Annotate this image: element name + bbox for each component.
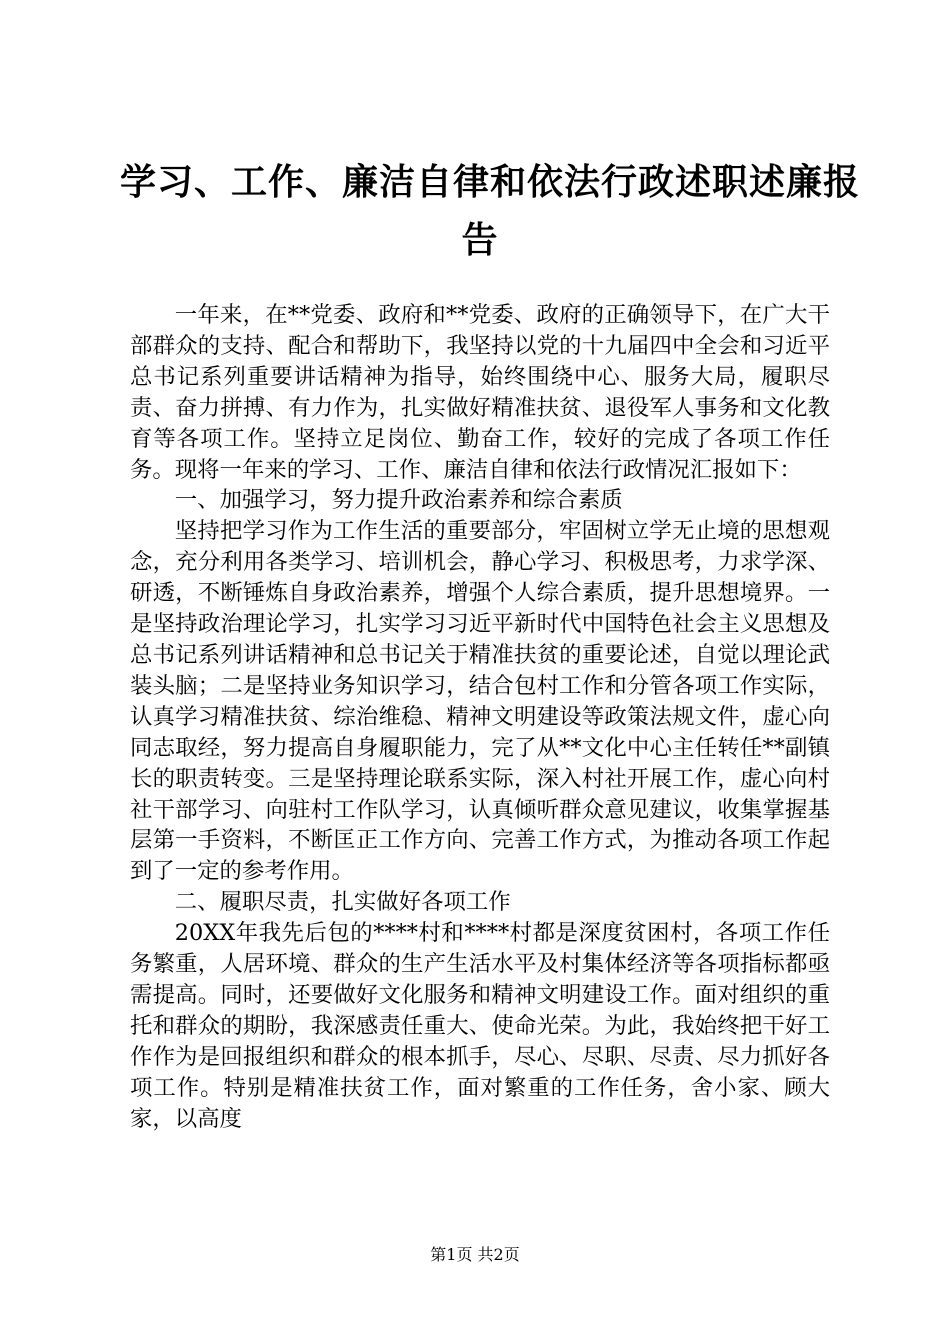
document-title-line-2: 告 [461, 219, 499, 261]
paragraph-study: 坚持把学习作为工作生活的重要部分，牢固树立学无止境的思想观念，充分利用各类学习、培训机会，静心学习、积极思考，力求学深、研透，不断锤炼自身政治素养，增强个人综合素质，提升思想境界。一是坚持政治理论学习，扎实学习习近平新时代中国特色社会主义思想及总书记系列讲话精神和总书记关于精准扶贫的重要论述，自觉以理论武装头脑；二是坚持业务知识学习，结合包村工作和分管各项工作实际，认真学习精准扶贫、综治维稳、精神文明建设等政策法规文件，虚心向同志取经，努力提高自身履职能力，完了从**文化中心主任转任**副镇长的职责转变。三是坚持理论联系实际，深入村社开展工作，虚心向村社干部学习、向驻村工作队学习，认真倾听群众意见建议，收集掌握基层第一手资料，不断匡正工作方向、完善工作方式，为推动各项工作起到了一定的参考作用。 [130, 518, 830, 885]
paragraph-intro: 一年来，在**党委、政府和**党委、政府的正确领导下，在广大干部群众的支持、配合和帮助下，我坚持以党的十九届四中全会和习近平总书记系列重要讲话精神为指导，始终围绕中心、服务大局，履职尽责、奋力拼搏、有力作为，扎实做好精准扶贫、退役军人事务和文化教育等各项工作。坚持立足岗位、勤奋工作，较好的完成了各项工作任务。现将一年来的学习、工作、廉洁自律和依法行政情况汇报如下： [130, 302, 830, 483]
document-body [130, 300, 830, 1134]
document-title-line-1: 学习、工作、廉洁自律和依法行政述职述廉报 [120, 161, 861, 203]
section-heading-1: 一、加强学习，努力提升政治素养和综合素质 [174, 487, 623, 514]
page-footer: 第1页 共2页 [430, 1245, 520, 1264]
section-heading-2: 二、履职尽责，扎实做好各项工作 [174, 889, 511, 916]
paragraph-work: 20XX年我先后包的****村和****村都是深度贫困村，各项工作任务繁重，人居环境、群众的生产生活水平及村集体经济等各项指标都亟需提高。同时，还要做好文化服务和精神文明建设工作。面对组织的重托和群众的期盼，我深感责任重大、使命光荣。为此，我始终把干好工作作为是回报组织和群众的根本抓手，尽心、尽职、尽责、尽力抓好各项工作。特别是精准扶贫工作，面对繁重的工作任务，舍小家、顾大家，以高度 [130, 920, 830, 1132]
